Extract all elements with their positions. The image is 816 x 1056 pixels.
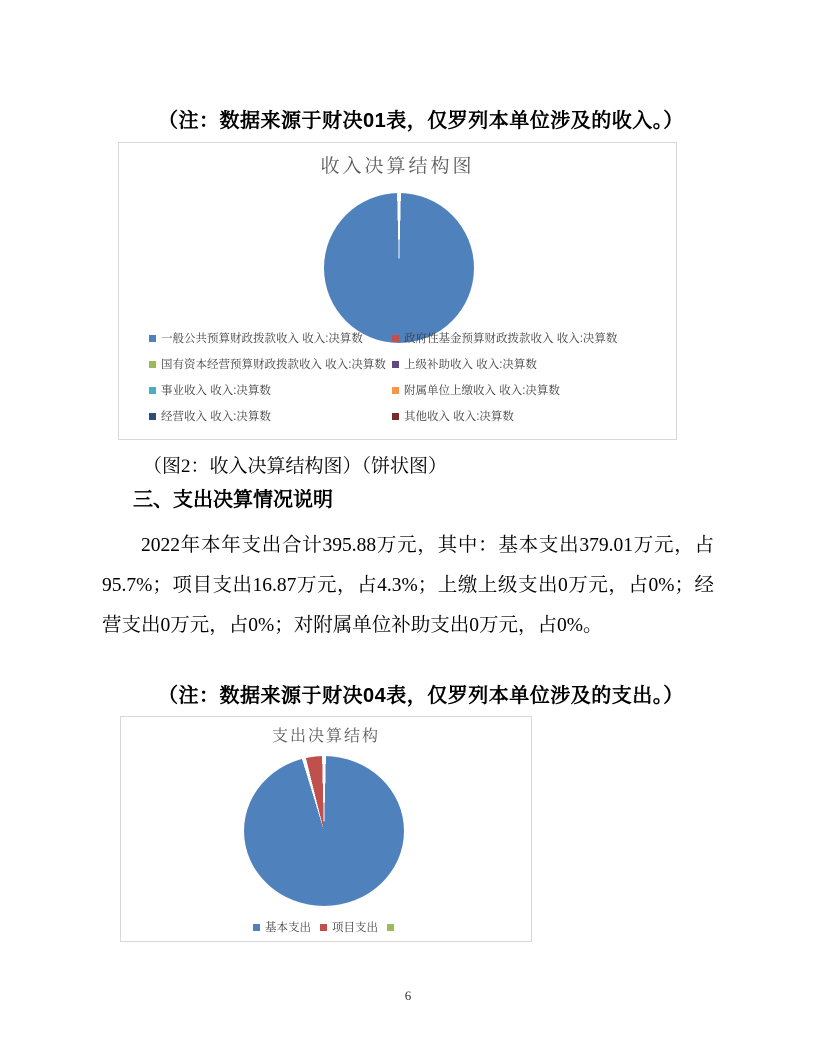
legend-label: 项目支出	[332, 922, 378, 934]
legend-item	[320, 919, 378, 935]
legend-label: 政府性基金预算财政拨款收入 收入:决算数	[404, 333, 618, 345]
expense-pie	[244, 756, 404, 906]
legend-swatch-icon	[387, 924, 394, 931]
legend-item	[387, 924, 399, 931]
legend-item	[392, 330, 617, 346]
income-chart-title: 收入决算结构图	[320, 156, 475, 177]
legend-swatch-icon	[149, 387, 156, 394]
legend-item	[149, 408, 392, 424]
legend-item	[253, 919, 311, 935]
expense-pie-chart	[120, 716, 532, 942]
income-pie	[324, 193, 474, 343]
legend-item	[392, 356, 617, 372]
legend-label: 基本支出	[265, 922, 311, 934]
legend-label: 事业收入 收入:决算数	[161, 385, 271, 397]
income-pie-chart	[118, 142, 677, 440]
legend-swatch-icon	[253, 924, 260, 931]
income-chart-legend	[149, 330, 617, 424]
legend-swatch-icon	[392, 361, 399, 368]
legend-swatch-icon	[392, 335, 399, 342]
legend-swatch-icon	[392, 387, 399, 394]
figure2-caption: （图2：收入决算结构图）（饼状图）	[143, 456, 448, 477]
page-number: 6	[404, 988, 412, 1003]
legend-item	[392, 382, 617, 398]
expense-chart-title: 支出决算结构	[271, 728, 380, 745]
legend-label: 国有资本经营预算财政拨款收入 收入:决算数	[161, 359, 386, 371]
legend-label: 上级补助收入 收入:决算数	[404, 359, 537, 371]
expense-summary-paragraph: 2022年本年支出合计395.88万元，其中：基本支出379.01万元，占95.7%；项目支出16.87万元，占4.3%；上缴上级支出0万元，占0%；经营支出0万元，占0%；对附属单位补助支出0万元，占0%。	[102, 535, 714, 636]
legend-item	[149, 382, 392, 398]
legend-item	[149, 330, 392, 346]
legend-swatch-icon	[149, 361, 156, 368]
legend-label: 其他收入 收入:决算数	[404, 411, 514, 423]
legend-swatch-icon	[392, 413, 399, 420]
legend-label: 附属单位上缴收入 收入:决算数	[404, 385, 560, 397]
expense-source-note: （注：数据来源于财决04表，仅罗列本单位涉及的支出。）	[158, 685, 684, 707]
expense-chart-legend	[121, 919, 531, 935]
legend-swatch-icon	[320, 924, 327, 931]
legend-label: 经营收入 收入:决算数	[161, 411, 271, 423]
legend-swatch-icon	[149, 335, 156, 342]
legend-item	[149, 356, 392, 372]
section-heading: 三、支出决算情况说明	[133, 489, 333, 511]
income-source-note: （注：数据来源于财决01表，仅罗列本单位涉及的收入。）	[158, 110, 684, 132]
legend-swatch-icon	[149, 413, 156, 420]
legend-item	[392, 408, 617, 424]
legend-label: 一般公共预算财政拨款收入 收入:决算数	[161, 333, 363, 345]
